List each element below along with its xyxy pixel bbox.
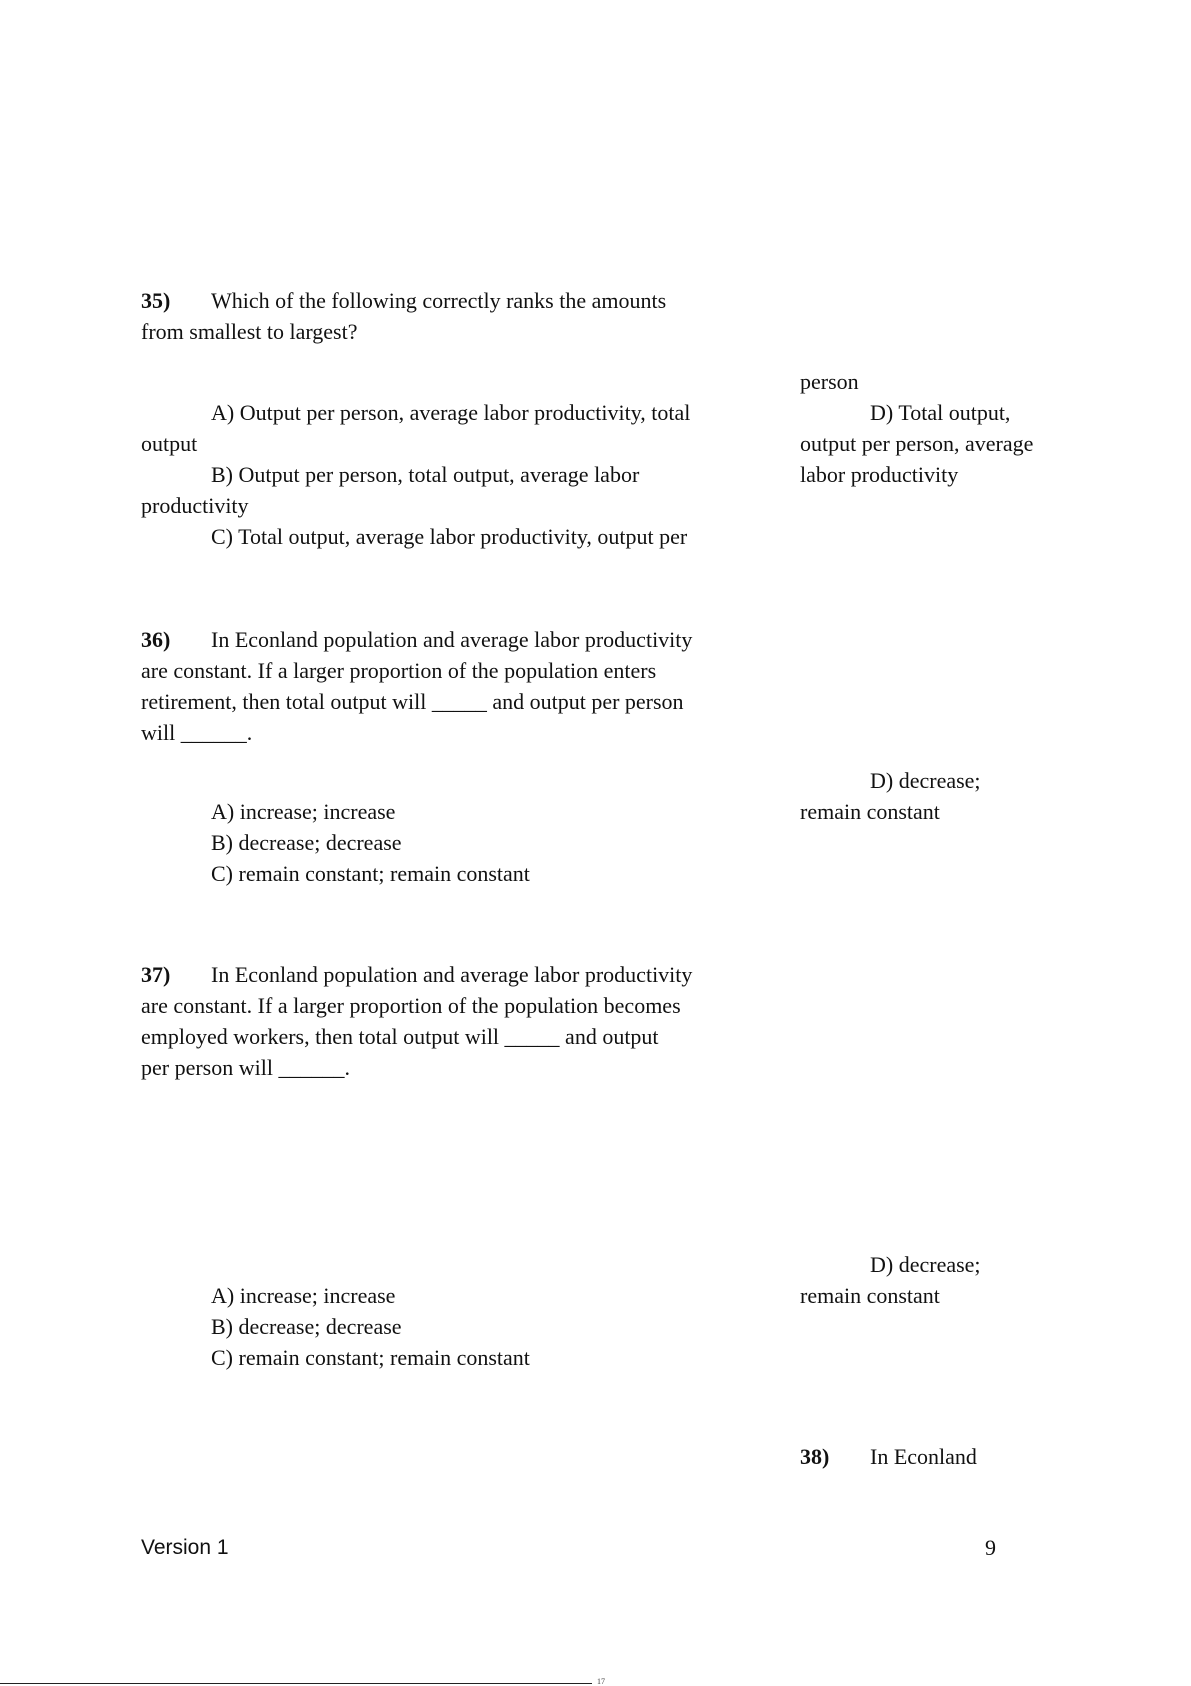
question-37-options-right: [800, 1249, 1130, 1311]
option-a: A) increase; increase: [211, 799, 396, 824]
option-c: C) remain constant; remain constant: [211, 1345, 530, 1370]
option-d: D) Total output,: [870, 400, 1011, 425]
option-a-cont: output: [141, 431, 198, 456]
option-c-cont: person: [800, 369, 859, 394]
option-b-cont: productivity: [141, 493, 249, 518]
question-36-stem: [141, 624, 741, 748]
question-stem-line: will ______.: [141, 720, 253, 745]
footer-version: Version 1: [141, 1536, 229, 1559]
question-35-stem: [141, 285, 741, 347]
option-b: B) decrease; decrease: [211, 830, 402, 855]
question-36-options-left: [141, 796, 741, 889]
question-36-options-right: [800, 765, 1130, 827]
question-stem-line: 38) In Econland: [800, 1441, 1130, 1472]
option-d-cont: output per person, average: [800, 431, 1034, 456]
option-c: C) remain constant; remain constant: [211, 861, 530, 886]
question-number: 35): [141, 288, 171, 313]
option-d-cont: remain constant: [800, 799, 940, 824]
question-number: 38): [800, 1444, 830, 1469]
option-c: C) Total output, average labor productivity, output per: [211, 524, 688, 549]
question-number: 37): [141, 962, 171, 987]
option-d-cont: remain constant: [800, 1283, 940, 1308]
option-a: A) Output per person, average labor productivity, total: [211, 400, 691, 425]
question-stem-line: retirement, then total output will _____ and output per person: [141, 689, 684, 714]
bottom-divider: [0, 1683, 592, 1684]
question-stem-line: 36) In Econland population and average labor productivity: [141, 624, 741, 655]
question-38-stem: [800, 1441, 1130, 1472]
question-stem-line: from smallest to largest?: [141, 319, 358, 344]
question-stem-line: 37) In Econland population and average labor productivity: [141, 959, 741, 990]
question-stem-line: 35) Which of the following correctly ranks the amounts: [141, 285, 741, 316]
option-d: D) decrease;: [870, 768, 981, 793]
question-35-options-left: [141, 397, 741, 552]
option-d: D) decrease;: [870, 1252, 981, 1277]
question-37-stem: [141, 959, 741, 1083]
option-a: A) increase; increase: [211, 1283, 396, 1308]
question-stem-line: are constant. If a larger proportion of the population enters: [141, 658, 657, 683]
question-35-options-right: [800, 366, 1130, 490]
question-stem-line: are constant. If a larger proportion of the population becomes: [141, 993, 681, 1018]
option-d-cont: labor productivity: [800, 462, 959, 487]
option-b: B) Output per person, total output, average labor: [211, 462, 640, 487]
option-b: B) decrease; decrease: [211, 1314, 402, 1339]
question-stem-line: employed workers, then total output will _____ and output: [141, 1024, 659, 1049]
question-stem-line: per person will ______.: [141, 1055, 350, 1080]
question-number: 36): [141, 627, 171, 652]
footer-page-number: 9: [985, 1535, 996, 1560]
bottom-mark: 17: [597, 1677, 605, 1686]
question-37-options-left: [141, 1280, 741, 1373]
